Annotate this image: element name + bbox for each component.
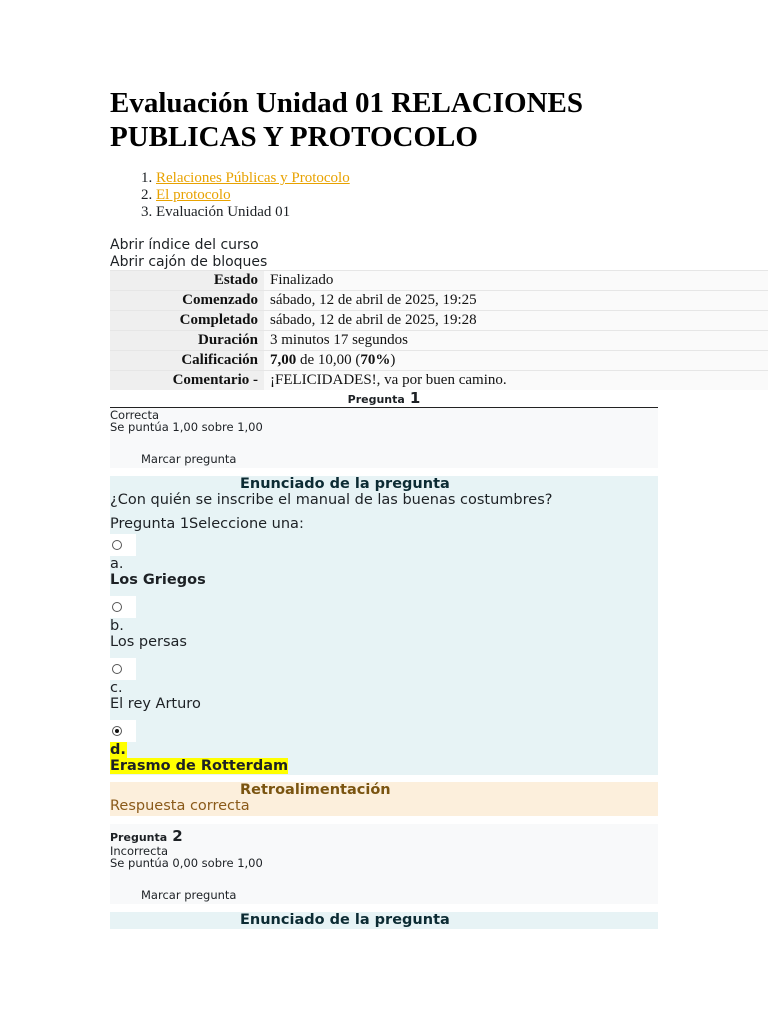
summary-value: sábado, 12 de abril de 2025, 19:28 [264, 311, 768, 331]
summary-label: Estado [110, 271, 264, 291]
summary-row-calificacion [110, 351, 768, 371]
question-status: Correcta [110, 408, 160, 422]
grade-score: 7,00 [270, 352, 297, 368]
question-1-info [110, 408, 658, 468]
statement-heading: Enunciado de la pregunta [240, 476, 450, 492]
question-2-info [110, 824, 658, 904]
attempt-summary-table [110, 270, 768, 390]
summary-label: Completado [110, 311, 264, 331]
option-b-radio[interactable] [110, 596, 136, 618]
breadcrumb-item [156, 170, 350, 187]
option-c-radio[interactable] [110, 658, 136, 680]
flag-question-button[interactable]: Marcar pregunta [141, 452, 237, 466]
grade-percent: 70% [360, 352, 391, 368]
option-text: Los Griegos [110, 572, 206, 588]
statement-heading: Enunciado de la pregunta [240, 912, 450, 928]
option-text: Los persas [110, 634, 187, 650]
breadcrumb [110, 170, 350, 221]
question-1-formulation [110, 476, 658, 775]
option-a-radio[interactable] [110, 534, 136, 556]
open-course-index-link[interactable]: Abrir índice del curso [110, 237, 259, 253]
summary-value [264, 351, 768, 371]
question-text: ¿Con quién se inscribe el manual de las buenas costumbres? [110, 492, 553, 508]
breadcrumb-link-section[interactable]: El protocolo [156, 187, 231, 203]
flag-question-button[interactable]: Marcar pregunta [141, 888, 237, 902]
option-letter: c. [110, 680, 123, 696]
summary-label: Comentario - [110, 371, 264, 391]
feedback-text: Respuesta correcta [110, 798, 250, 814]
summary-label: Duración [110, 331, 264, 351]
breadcrumb-item [156, 187, 350, 204]
radio-checked-icon [112, 726, 122, 736]
summary-label: Comenzado [110, 291, 264, 311]
question-2-header [110, 826, 658, 845]
feedback-box [110, 782, 658, 816]
breadcrumb-link-course[interactable]: Relaciones Públicas y Protocolo [156, 170, 350, 186]
summary-value: Finalizado [264, 271, 768, 291]
option-d-radio[interactable] [110, 720, 136, 742]
question-label: Pregunta [110, 831, 168, 844]
question-score: Se puntúa 1,00 sobre 1,00 [110, 420, 263, 434]
radio-icon [112, 602, 122, 612]
option-letter: b. [110, 618, 124, 634]
summary-row-estado [110, 271, 768, 291]
option-letter-selected: d. [110, 742, 126, 758]
grade-separator: de 10,00 ( [296, 352, 361, 368]
feedback-heading: Retroalimentación [240, 782, 391, 798]
radio-icon [112, 664, 122, 674]
question-score: Se puntúa 0,00 sobre 1,00 [110, 856, 263, 870]
question-status: Incorrecta [110, 844, 168, 858]
summary-value: 3 minutos 17 segundos [264, 331, 768, 351]
question-2-formulation [110, 912, 658, 929]
grade-close: ) [390, 352, 396, 368]
summary-row-duracion [110, 331, 768, 351]
open-blocks-drawer-link[interactable]: Abrir cajón de bloques [110, 254, 268, 270]
option-text-selected: Erasmo de Rotterdam [110, 758, 289, 774]
summary-row-comenzado [110, 291, 768, 311]
question-number: 1 [409, 389, 421, 407]
summary-label: Calificación [110, 351, 264, 371]
question-number: 2 [172, 827, 183, 845]
summary-row-completado [110, 311, 768, 331]
question-1-header [110, 388, 658, 407]
breadcrumb-item-current: 3. Evaluación Unidad 01 [156, 204, 350, 221]
option-text: El rey Arturo [110, 696, 201, 712]
answer-prompt: Pregunta 1Seleccione una: [110, 516, 304, 532]
radio-icon [112, 540, 122, 550]
summary-value: ¡FELICIDADES!, va por buen camino. [264, 371, 768, 391]
page-title: Evaluación Unidad 01 RELACIONES PUBLICAS Y PROTOCOLO [110, 87, 583, 153]
option-letter: a. [110, 556, 124, 572]
question-label: Pregunta [347, 393, 405, 406]
summary-value: sábado, 12 de abril de 2025, 19:25 [264, 291, 768, 311]
